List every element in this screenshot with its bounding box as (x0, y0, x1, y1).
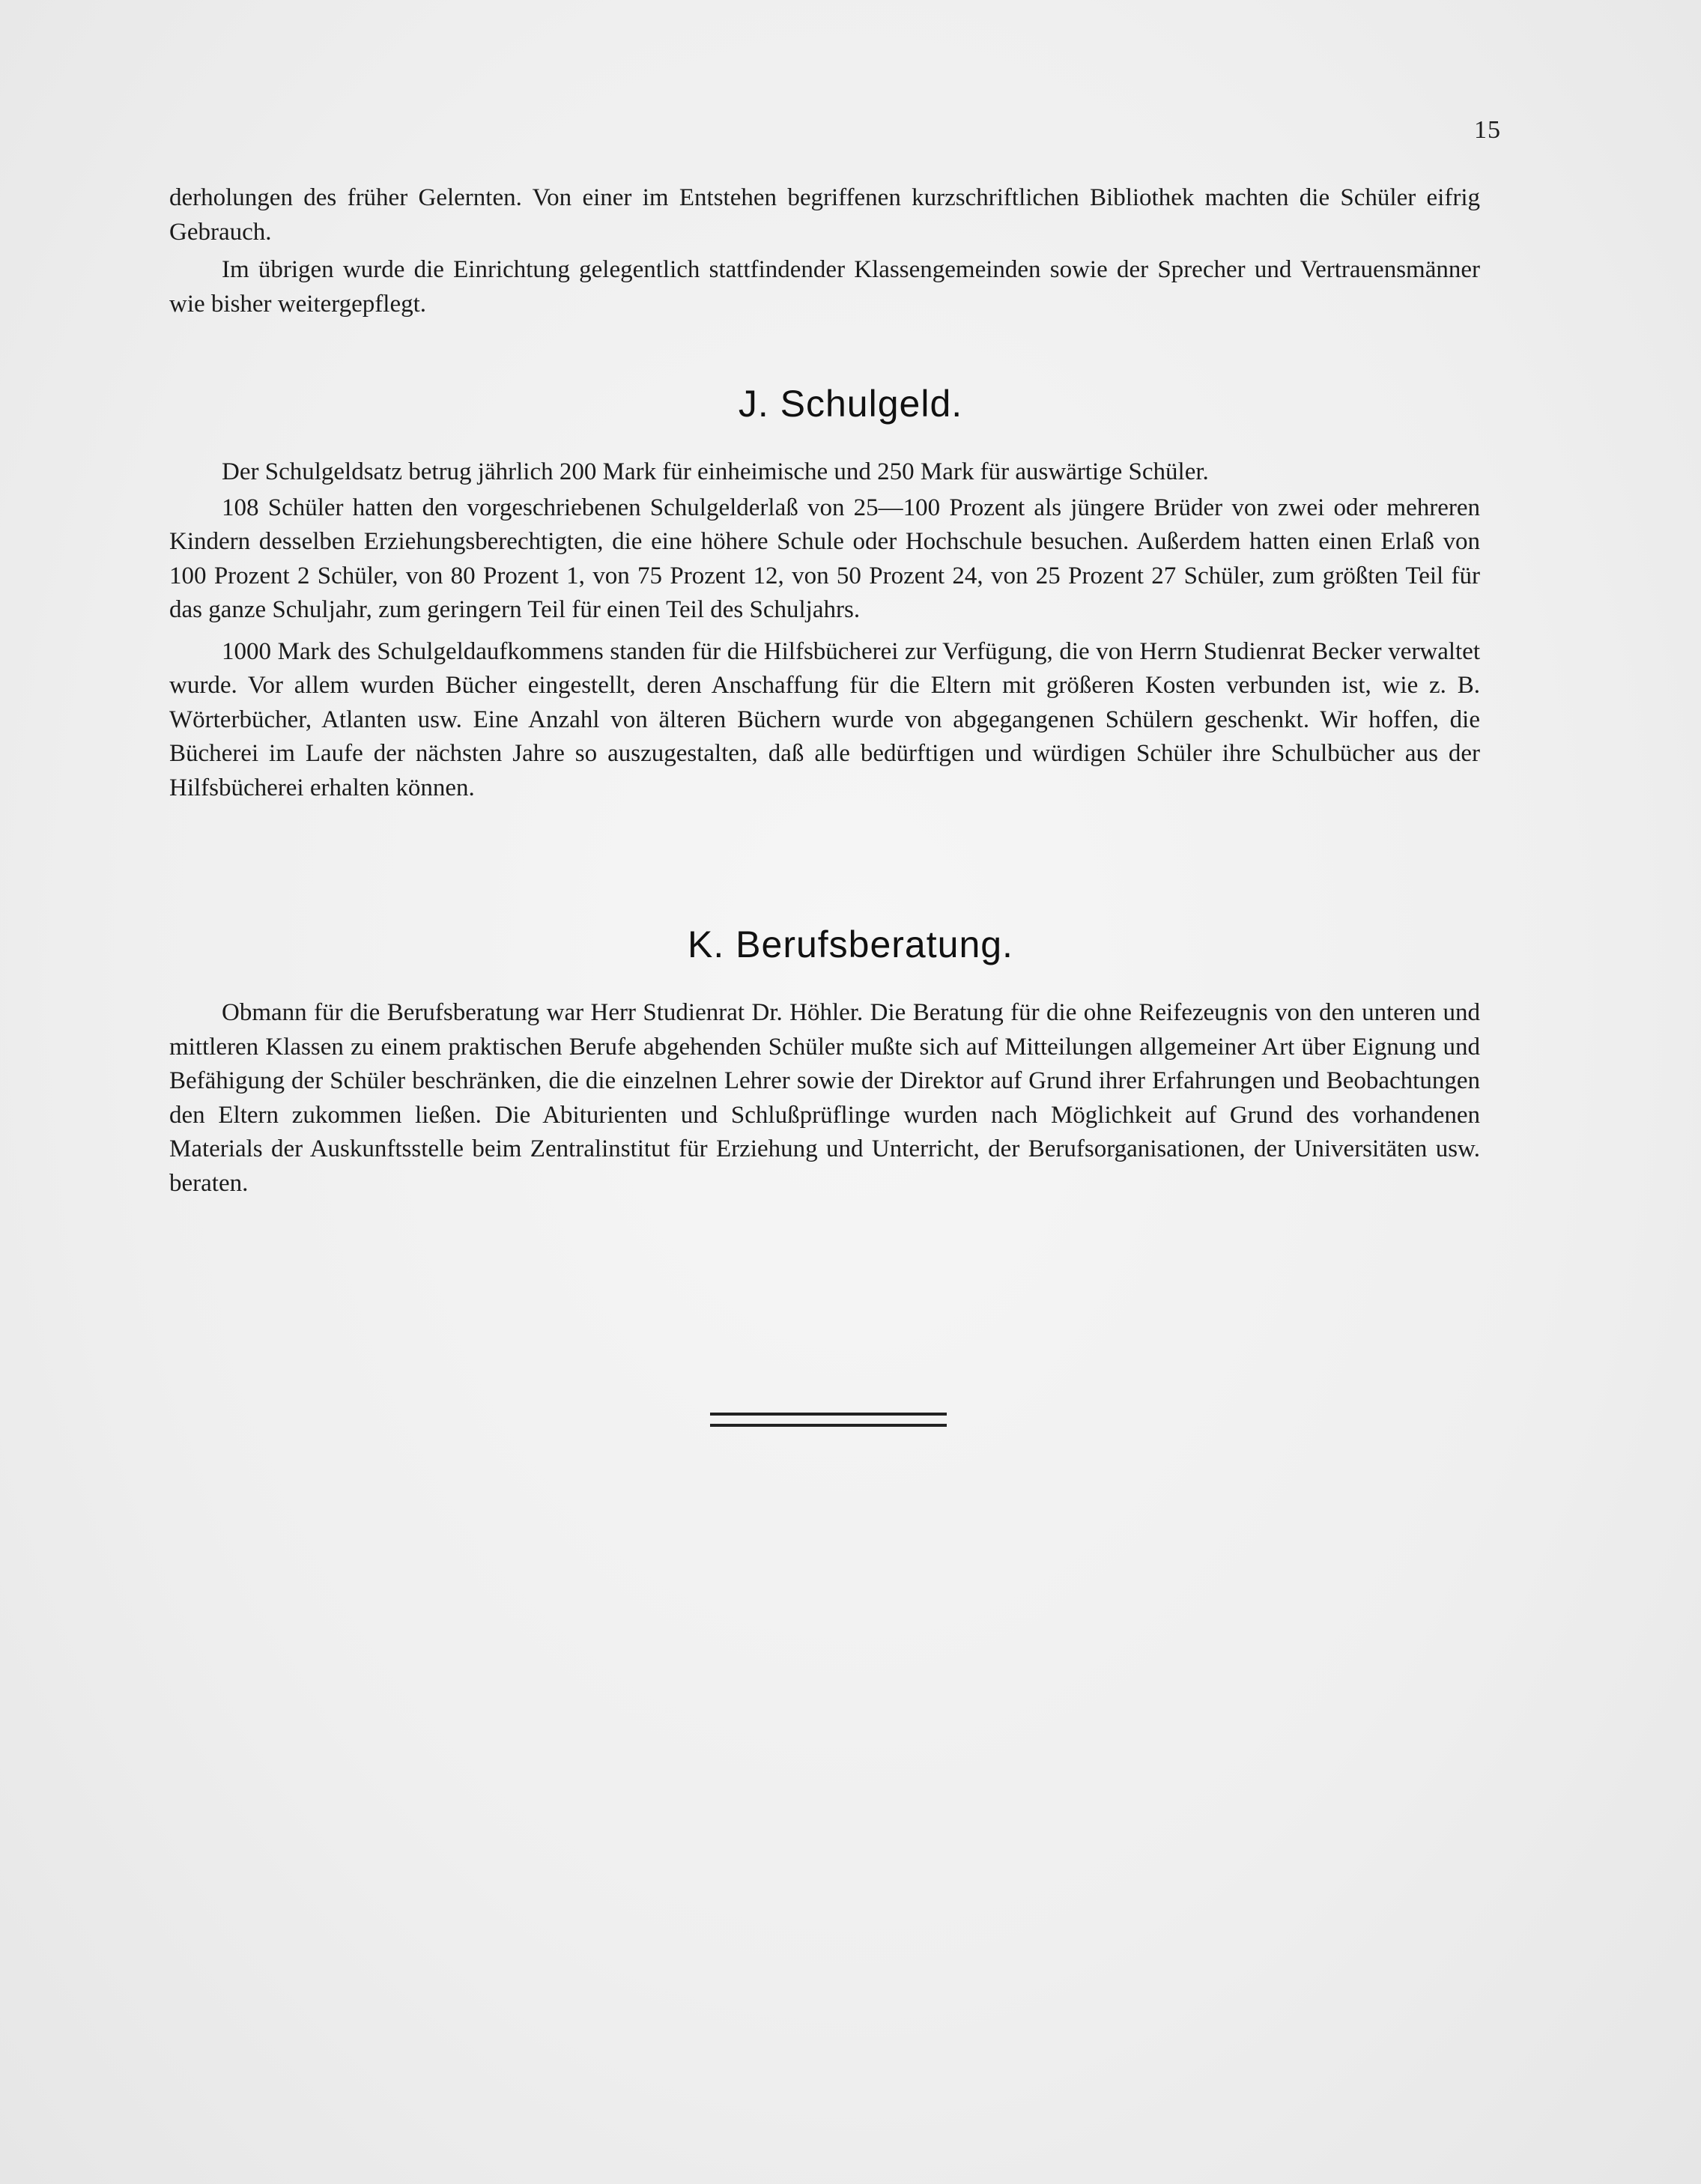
intro-paragraph: Im übrigen wurde die Einrichtung gelegentlich stattfindender Klassengemeinden sowie der Sprecher und Vertrauensmänner wie bisher weitergepflegt. (169, 256, 1480, 318)
closing-rule-bottom (710, 1424, 947, 1427)
schulgeld-paragraph-rate: Der Schulgeldsatz betrug jährlich 200 Mark für einheimische und 250 Mark für auswärtige Schüler. (222, 458, 1209, 485)
schulgeld-text (169, 455, 1480, 805)
closing-rule-top (710, 1413, 947, 1416)
schulgeld-paragraph-library: 1000 Mark des Schulgeldaufkommens standen für die Hilfsbücherei zur Verfügung, die von Herrn Studienrat Becker verwaltet wurde. Vor allem wurden Bücher eingestellt, deren Anschaffung für die Eltern mit größeren Kosten verbunden ist, wie z. B. Wörterbücher, Atlanten usw. Eine Anzahl von älteren Büchern wurde von abgegangenen Schülern geschenkt. Wir hoffen, die Bücherei im Laufe der nächsten Jahre so auszugestalten, daß alle bedürftigen und würdigen Schüler ihre Schulbücher aus der Hilfsbücherei erhalten können. (169, 637, 1480, 801)
intro-text (169, 181, 1480, 321)
berufsberatung-text (169, 996, 1480, 1201)
section-heading-schulgeld: J. Schulgeld. (738, 383, 963, 425)
section-heading-berufsberatung: K. Berufsberatung. (688, 923, 1013, 965)
intro-paragraph-continued: derholungen des früher Gelernten. Von einer im Entstehen begriffenen kurzschriftlichen Bibliothek machten die Schüler eifrig Gebrauch. (169, 184, 1480, 246)
schulgeld-paragraph-exemptions: 108 Schüler hatten den vorgeschriebenen Schulgelderlaß von 25—100 Prozent als jüngere Brüder von zwei oder mehreren Kindern desselben Erziehungsberechtigten, die eine höhere Schule oder Hochschule besuchen. Außerdem hatten einen Erlaß von 100 Prozent 2 Schüler, von 80 Prozent 1, von 75 Prozent 12, von 50 Prozent 24, von 25 Prozent 27 Schüler, zum größten Teil für das ganze Schuljahr, zum geringern Teil für einen Teil des Schuljahrs. (169, 494, 1480, 623)
page-number: 15 (1474, 116, 1501, 144)
berufsberatung-paragraph: Obmann für die Berufsberatung war Herr Studienrat Dr. Höhler. Die Beratung für die ohne Reifezeugnis von den unteren und mittleren Klassen zu einem praktischen Berufe abgehenden Schüler mußte sich auf Mitteilungen allgemeiner Art über Eignung und Befähigung der Schüler beschränken, die die einzelnen Lehrer sowie der Direktor auf Grund ihrer Erfahrungen und Beobachtungen den Eltern zukommen ließen. Die Abiturienten und Schlußprüflinge wurden nach Möglichkeit auf Grund des vorhandenen Materials der Auskunftsstelle beim Zentralinstitut für Erziehung und Unterricht, der Berufsorganisationen, der Universitäten usw. beraten. (169, 999, 1480, 1197)
